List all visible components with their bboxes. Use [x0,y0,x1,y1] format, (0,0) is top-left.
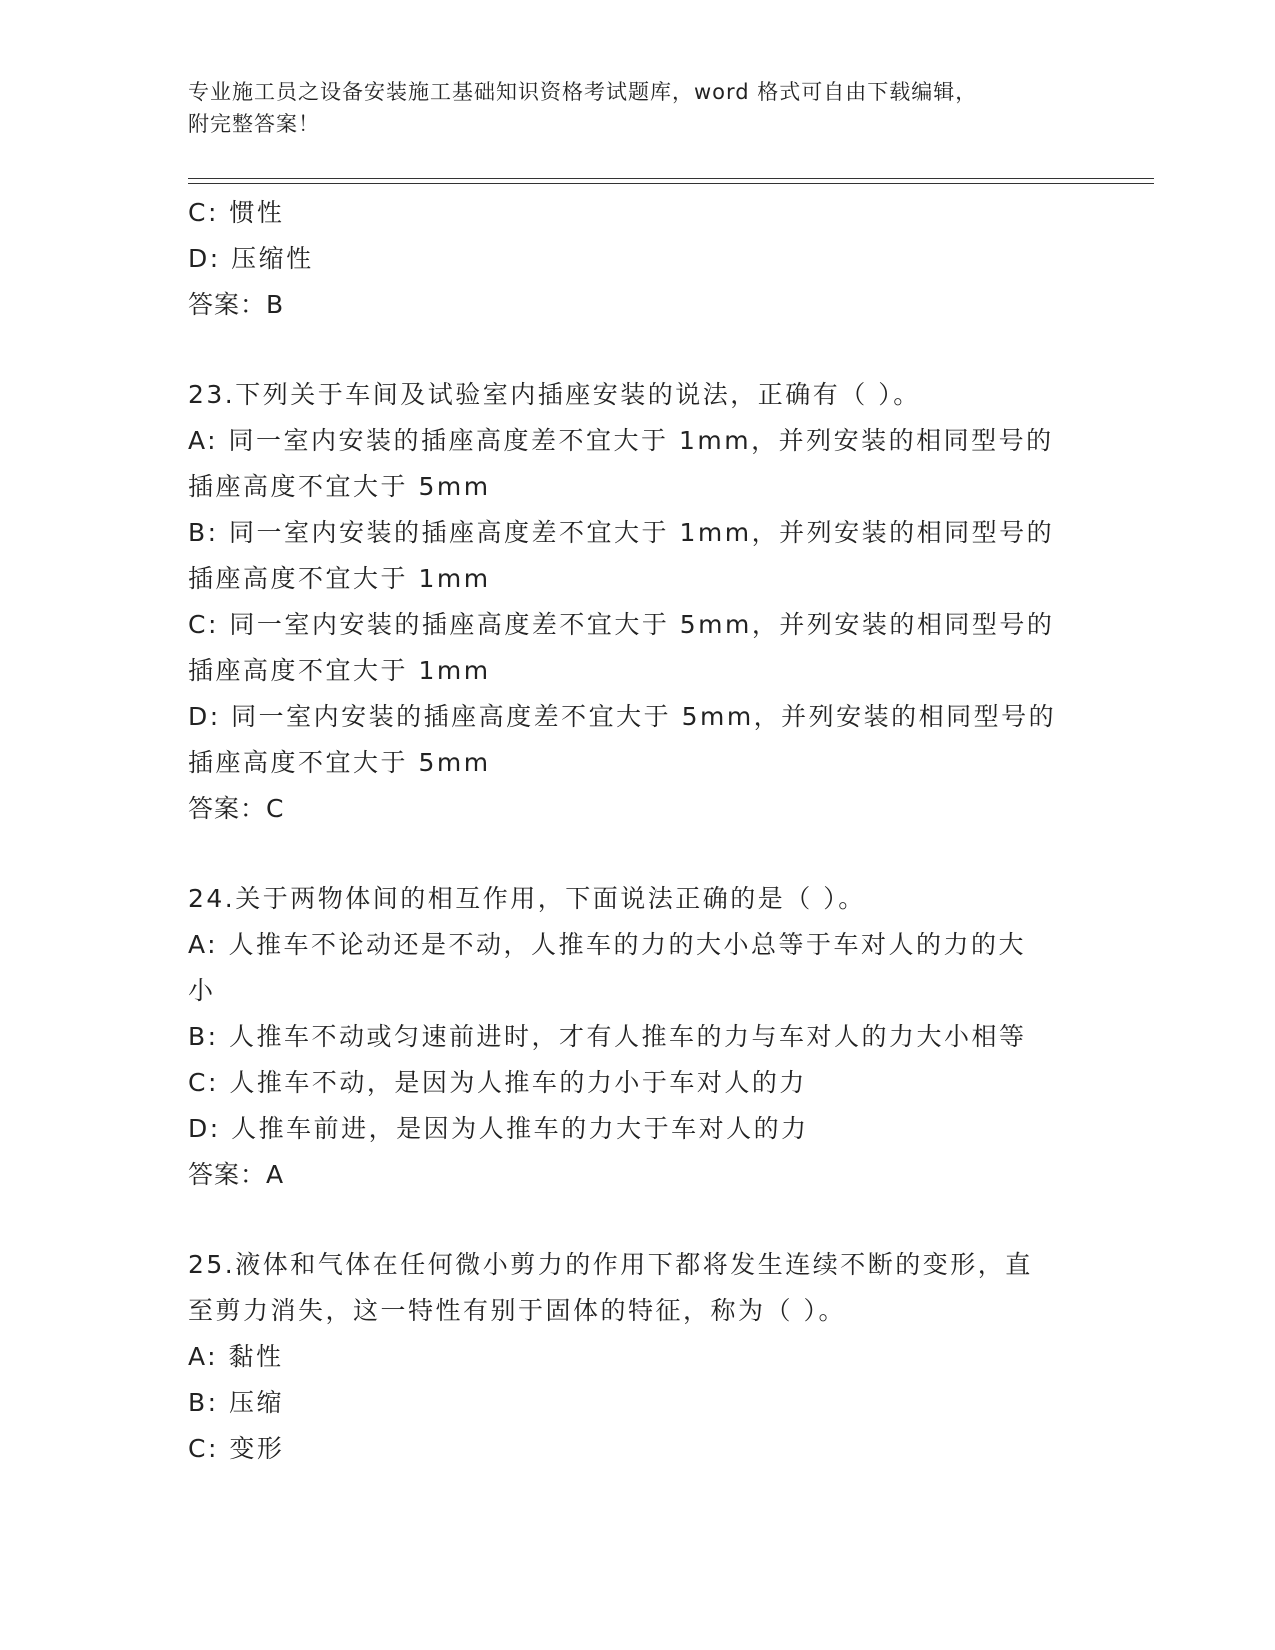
question-line: 小 [188,976,216,1005]
block-spacer [188,832,1088,876]
question-line: B: 压缩 [188,1388,285,1417]
block-spacer [188,328,1088,372]
block-spacer [188,1198,1088,1242]
question-block [188,190,1088,372]
question-line: 25.液体和气体在任何微小剪力的作用下都将发生连续不断的变形，直 [188,1250,1033,1279]
question-line: 插座高度不宜大于 1mm [188,564,491,593]
answer-line: 答案：A [188,1160,285,1189]
answer-line: 答案：C [188,794,285,823]
header-line-2: 附完整答案！ [188,112,320,136]
answer-line: 答案：B [188,290,285,319]
question-line: D: 压缩性 [188,244,314,273]
question-line: D: 同一室内安装的插座高度差不宜大于 5mm，并列安装的相同型号的 [188,702,1057,731]
question-line: 插座高度不宜大于 1mm [188,656,491,685]
question-line: A: 人推车不论动还是不动，人推车的力的大小总等于车对人的力的大 [188,930,1027,959]
question-line: C: 变形 [188,1434,285,1463]
question-line: 23.下列关于车间及试验室内插座安装的说法，正确有（ ）。 [188,380,921,409]
question-block [188,372,1088,876]
document-body [188,190,1088,1472]
header-rule-top [188,178,1154,179]
question-line: B: 同一室内安装的插座高度差不宜大于 1mm，并列安装的相同型号的 [188,518,1055,547]
question-line: 至剪力消失，这一特性有别于固体的特征，称为（ ）。 [188,1296,846,1325]
question-block [188,1242,1088,1472]
question-line: C: 人推车不动，是因为人推车的力小于车对人的力 [188,1068,807,1097]
document-header [188,76,1088,140]
question-block [188,876,1088,1242]
header-line-1: 专业施工员之设备安装施工基础知识资格考试题库，word 格式可自由下载编辑， [188,80,978,104]
question-line: 插座高度不宜大于 5mm [188,748,491,777]
question-line: B: 人推车不动或匀速前进时，才有人推车的力与车对人的力大小相等 [188,1022,1027,1051]
question-line: A: 同一室内安装的插座高度差不宜大于 1mm，并列安装的相同型号的 [188,426,1054,455]
question-line: 24.关于两物体间的相互作用，下面说法正确的是（ ）。 [188,884,866,913]
question-line: C: 同一室内安装的插座高度差不宜大于 5mm，并列安装的相同型号的 [188,610,1055,639]
question-line: D: 人推车前进，是因为人推车的力大于车对人的力 [188,1114,809,1143]
header-rule-bottom [188,183,1154,184]
question-line: A: 黏性 [188,1342,284,1371]
question-line: C: 惯性 [188,198,285,227]
question-line: 插座高度不宜大于 5mm [188,472,491,501]
